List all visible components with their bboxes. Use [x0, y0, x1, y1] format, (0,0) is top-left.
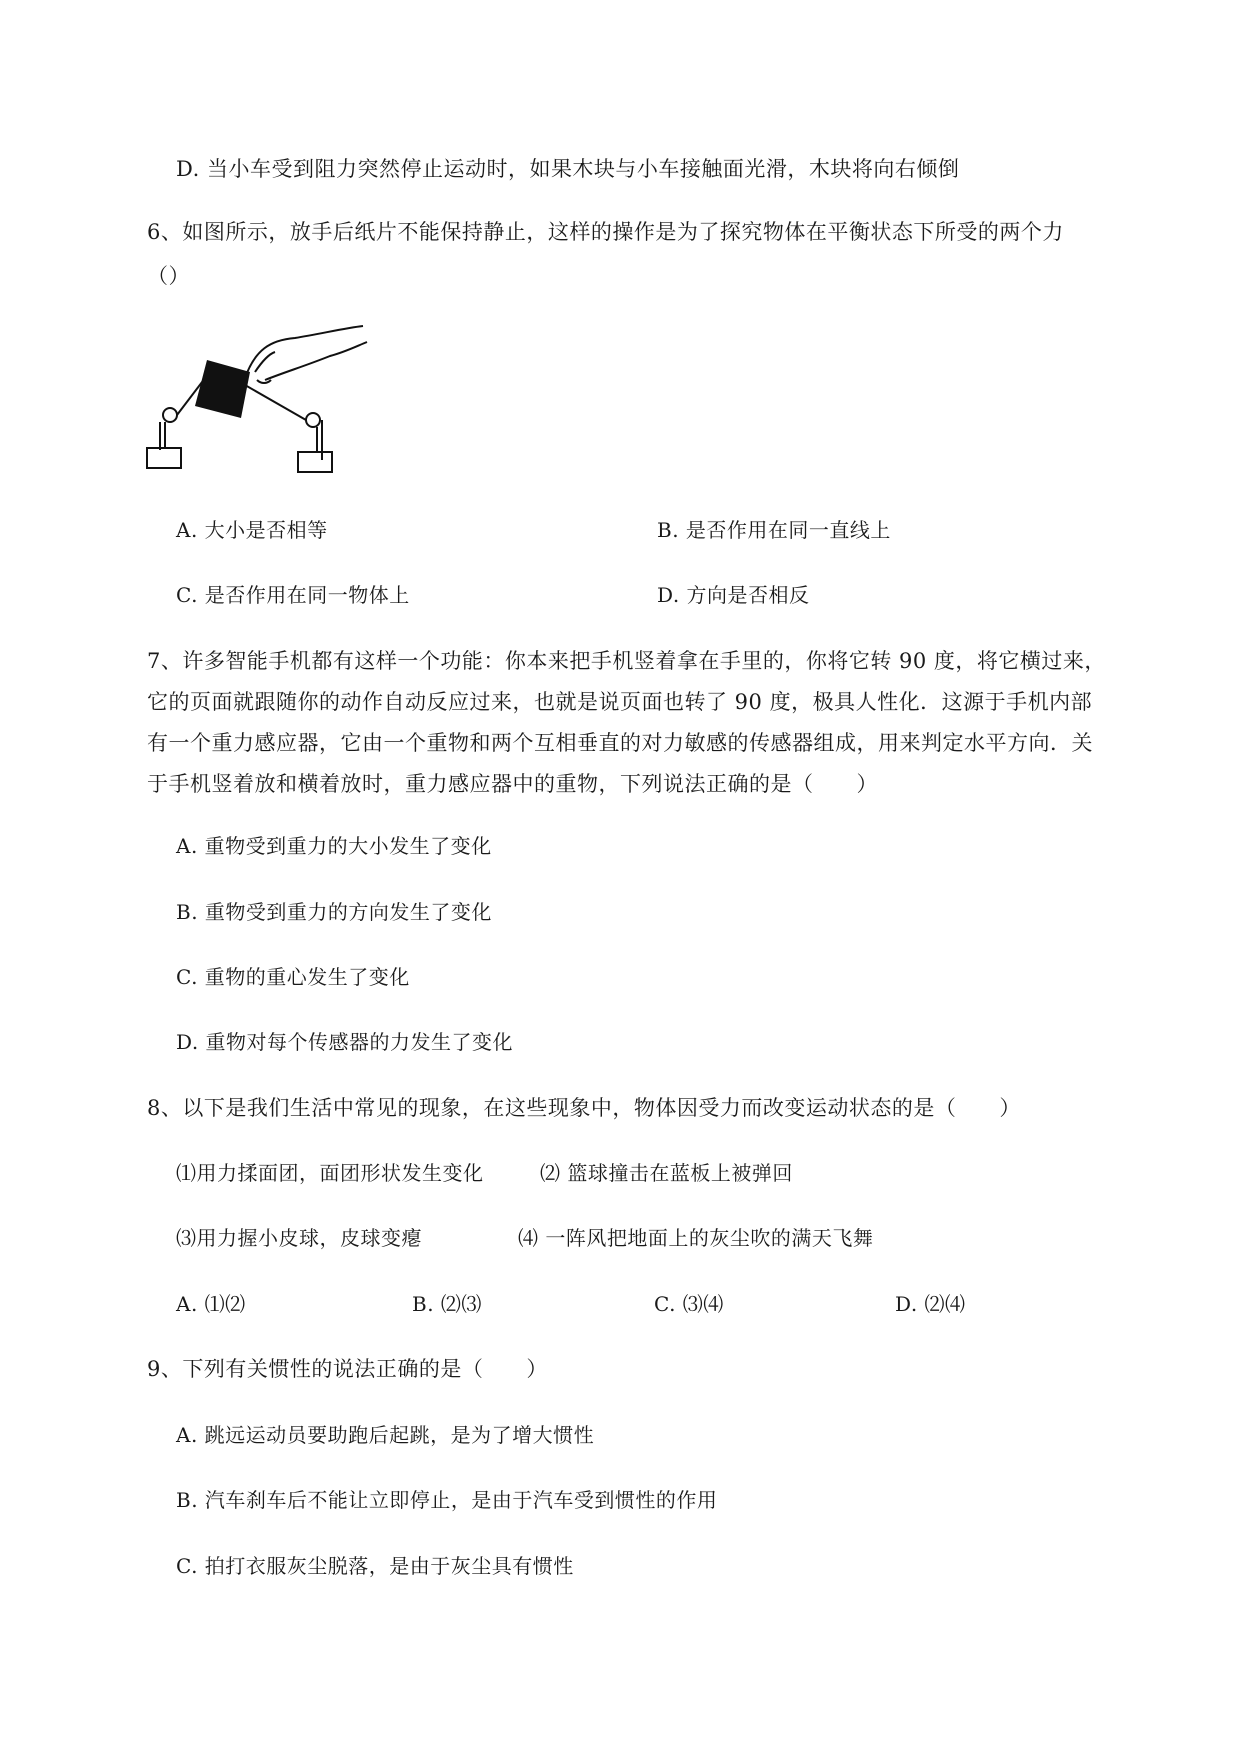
q7-option-c: C. 重物的重心发生了变化: [176, 965, 410, 989]
q7-option-a: A. 重物受到重力的大小发生了变化: [176, 834, 492, 858]
q8-item4: ⑷ 一阵风把地面上的灰尘吹的满天飞舞: [518, 1226, 874, 1250]
q8-stem: 8、以下是我们生活中常见的现象，在这些现象中，物体因受力而改变运动状态的是（ ）: [147, 1096, 1021, 1120]
hand-icon: [245, 326, 367, 383]
q6-option-d: D. 方向是否相反: [657, 583, 810, 607]
q6-option-a: A. 大小是否相等: [176, 518, 328, 542]
q6-option-c: C. 是否作用在同一物体上: [176, 583, 410, 607]
q8-option-a: A. ⑴⑵: [176, 1292, 246, 1316]
left-weight-icon: [147, 448, 181, 468]
left-pulley-icon: [163, 408, 177, 422]
q8-option-d: D. ⑵⑷: [895, 1292, 966, 1316]
q7-stem-line3: 有一个重力感应器，它由一个重物和两个互相垂直的对力敏感的传感器组成，用来判定水平方向．关: [147, 731, 1093, 755]
q9-option-b: B. 汽车刹车后不能让立即停止，是由于汽车受到惯性的作用: [176, 1488, 718, 1512]
q8-item3: ⑶用力握小皮球，皮球变瘪: [176, 1226, 422, 1250]
q6-stem-line1: 6、如图所示，放手后纸片不能保持静止，这样的操作是为了探究物体在平衡状态下所受的两个力: [147, 220, 1064, 244]
q8-item1: ⑴用力揉面团，面团形状发生变化: [176, 1161, 484, 1185]
q7-stem-line4: 于手机竖着放和横着放时，重力感应器中的重物，下列说法正确的是（ ）: [147, 772, 878, 796]
q7-option-b: B. 重物受到重力的方向发生了变化: [176, 900, 492, 924]
q9-stem: 9、下列有关惯性的说法正确的是（ ）: [147, 1357, 548, 1381]
right-pulley-icon: [306, 413, 320, 427]
q8-option-b: B. ⑵⑶: [412, 1292, 482, 1316]
card-icon: [195, 360, 250, 418]
q6-option-b: B. 是否作用在同一直线上: [657, 518, 891, 542]
q7-option-d: D. 重物对每个传感器的力发生了变化: [176, 1030, 514, 1054]
q9-option-a: A. 跳远运动员要助跑后起跳，是为了增大惯性: [176, 1423, 595, 1447]
q6-stem-line2: （）: [147, 264, 190, 288]
q9-option-c: C. 拍打衣服灰尘脱落，是由于灰尘具有惯性: [176, 1554, 574, 1578]
q8-option-c: C. ⑶⑷: [654, 1292, 724, 1316]
q7-stem-line1: 7、许多智能手机都有这样一个功能：你本来把手机竖着拿在手里的，你将它转 90 度，将它横过来，: [147, 649, 1106, 673]
right-weight-icon: [298, 452, 332, 472]
q6-figure: [145, 320, 375, 480]
q5-option-d: D. 当小车受到阻力突然停止运动时，如果木块与小车接触面光滑，木块将向右倾倒: [176, 157, 960, 181]
q7-stem-line2: 它的页面就跟随你的动作自动反应过来，也就是说页面也转了 90 度，极具人性化．这源于手机内部: [147, 690, 1093, 714]
q8-item2: ⑵ 篮球撞击在蓝板上被弹回: [540, 1161, 793, 1185]
